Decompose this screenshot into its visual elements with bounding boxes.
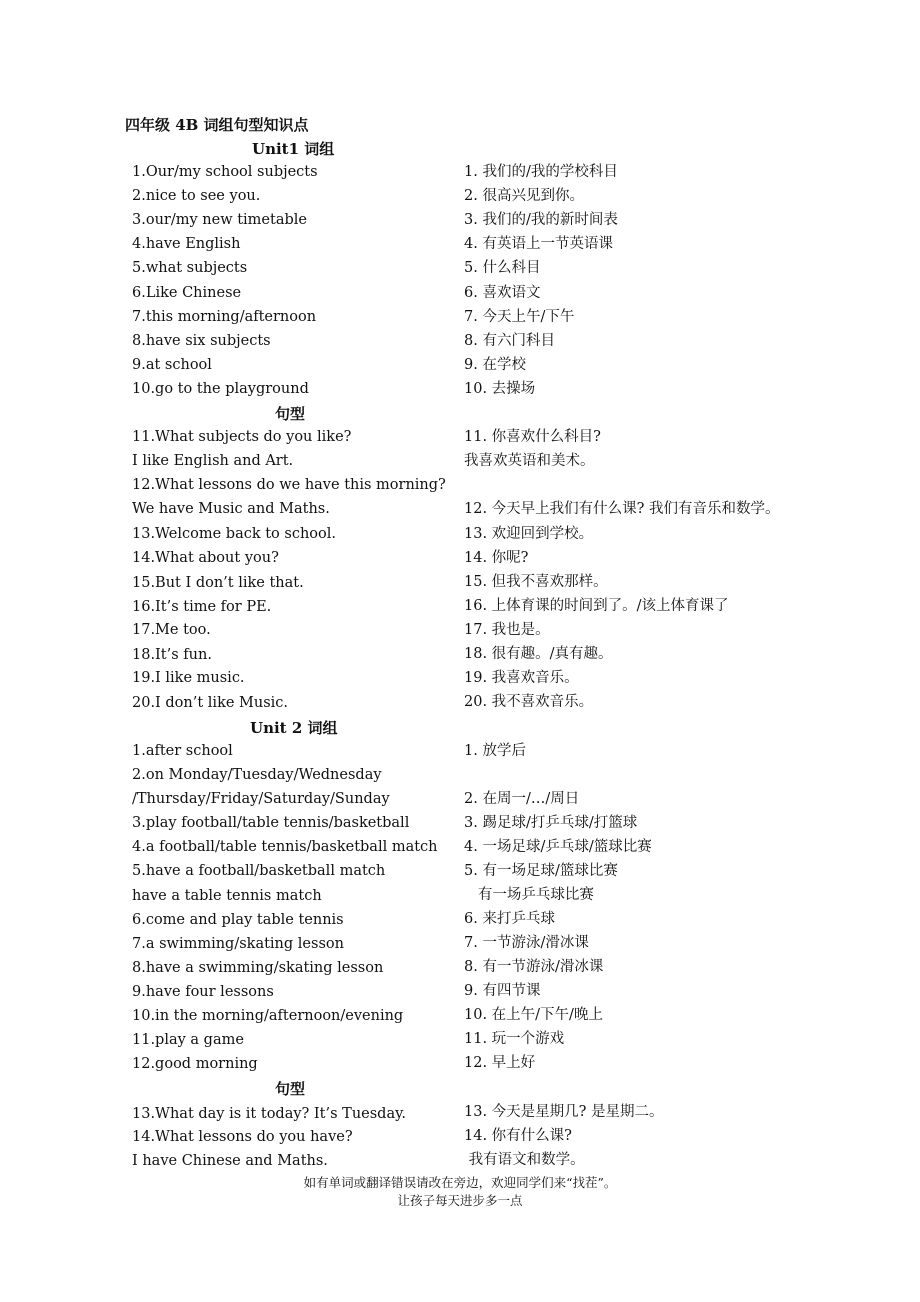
chinese-line: 2. 在周一/…/周日 (464, 791, 580, 807)
chinese-line: 4. 有英语上一节英语课 (464, 236, 613, 252)
english-line: 8.have a swimming/skating lesson (132, 960, 384, 976)
chinese-line: 13. 今天是星期几? 是星期二。 (464, 1104, 664, 1120)
chinese-line: 3. 我们的/我的新时间表 (464, 212, 618, 228)
chinese-line: 19. 我喜欢音乐。 (464, 670, 579, 686)
english-line: 6.Like Chinese (132, 285, 242, 301)
english-line: 10.go to the playground (132, 381, 309, 397)
footer-note: 如有单词或翻译错误请改在旁边，欢迎同学们来“找茬”。 (303, 1175, 617, 1190)
english-line: 12.good morning (132, 1056, 258, 1072)
english-line: 9.have four lessons (132, 984, 274, 1000)
chinese-line: 11. 玩一个游戏 (464, 1031, 565, 1047)
english-line: 6.come and play table tennis (132, 912, 344, 928)
chinese-line: 6. 来打乒乓球 (464, 911, 555, 927)
chinese-line: 9. 在学校 (464, 357, 526, 373)
chinese-line: 4. 一场足球/乒乓球/篮球比赛 (464, 839, 652, 855)
chinese-line: 6. 喜欢语文 (464, 285, 541, 301)
english-line: 5.what subjects (132, 260, 248, 276)
chinese-line: 1. 放学后 (464, 743, 526, 759)
chinese-line: 9. 有四节课 (464, 983, 541, 999)
chinese-line: 10. 在上午/下午/晚上 (464, 1007, 603, 1023)
english-line: 1.Our/my school subjects (132, 164, 318, 180)
english-line: 3.play football/table tennis/basketball (132, 815, 410, 831)
english-line: 14.What lessons do you have? (132, 1129, 353, 1145)
english-line: 5.have a football/basketball match (132, 863, 386, 879)
english-line: 13.What day is it today? It’s Tuesday. (132, 1106, 406, 1122)
footer-slogan: 让孩子每天进步多一点 (397, 1193, 523, 1208)
english-line: 11.play a game (132, 1032, 244, 1048)
english-line: 19.I like music. (132, 670, 245, 686)
chinese-line: 2. 很高兴见到你。 (464, 188, 584, 204)
chinese-line: 7. 今天上午/下午 (464, 309, 575, 325)
english-line: I have Chinese and Maths. (132, 1153, 328, 1169)
chinese-line: 1. 我们的/我的学校科目 (464, 164, 618, 180)
english-line: We have Music and Maths. (132, 501, 330, 517)
english-line: 2.on Monday/Tuesday/Wednesday (132, 767, 382, 783)
chinese-line: 20. 我不喜欢音乐。 (464, 694, 594, 710)
chinese-line: 12. 今天早上我们有什么课? 我们有音乐和数学。 (464, 501, 780, 517)
english-line: 17.Me too. (132, 622, 211, 638)
english-line: 9.at school (132, 357, 212, 373)
english-line: 7.a swimming/skating lesson (132, 936, 344, 952)
chinese-line: 我有语文和数学。 (464, 1152, 585, 1168)
english-line: 2.nice to see you. (132, 188, 261, 204)
english-line: 7.this morning/afternoon (132, 309, 317, 325)
english-line: 3.our/my new timetable (132, 212, 307, 228)
chinese-line: 12. 早上好 (464, 1055, 536, 1071)
unit2-sentences-heading: 句型 (275, 1080, 306, 1098)
chinese-line: 16. 上体育课的时间到了。/该上体育课了 (464, 598, 729, 614)
chinese-line: 5. 有一场足球/篮球比赛 (464, 863, 618, 879)
chinese-line: 14. 你有什么课? (464, 1128, 572, 1144)
chinese-line: 有一场乒乓球比赛 (464, 887, 594, 903)
english-line: 11.What subjects do you like? (132, 429, 352, 445)
english-line: 13.Welcome back to school. (132, 526, 337, 542)
chinese-line: 10. 去操场 (464, 381, 536, 397)
unit1-sentences-heading: 句型 (275, 405, 306, 423)
chinese-line: 3. 踢足球/打乒乓球/打篮球 (464, 815, 638, 831)
unit1-phrases-heading: Unit1 词组 (252, 140, 335, 158)
english-line: have a table tennis match (132, 888, 322, 904)
chinese-line: 14. 你呢? (464, 550, 529, 566)
english-line: 12.What lessons do we have this morning? (132, 477, 446, 493)
chinese-line: 我喜欢英语和美术。 (464, 453, 595, 469)
english-line: 1.after school (132, 743, 233, 759)
english-line: 15.But I don’t like that. (132, 575, 304, 591)
english-line: 18.It’s fun. (132, 647, 212, 663)
chinese-line: 11. 你喜欢什么科目? (464, 429, 601, 445)
english-line: 8.have six subjects (132, 333, 271, 349)
chinese-line: 17. 我也是。 (464, 622, 550, 638)
english-line: 20.I don’t like Music. (132, 695, 289, 711)
chinese-line: 7. 一节游泳/滑冰课 (464, 935, 589, 951)
chinese-line: 18. 很有趣。/真有趣。 (464, 646, 613, 662)
english-line: 4.have English (132, 236, 241, 252)
chinese-line: 15. 但我不喜欢那样。 (464, 574, 608, 590)
chinese-line: 13. 欢迎回到学校。 (464, 526, 594, 542)
english-line: I like English and Art. (132, 453, 294, 469)
english-line: 14.What about you? (132, 550, 279, 566)
english-line: /Thursday/Friday/Saturday/Sunday (132, 791, 390, 807)
english-line: 16.It’s time for PE. (132, 599, 272, 615)
english-line: 4.a football/table tennis/basketball match (132, 839, 438, 855)
english-line: 10.in the morning/afternoon/evening (132, 1008, 404, 1024)
unit2-phrases-heading: Unit 2 词组 (250, 719, 338, 737)
chinese-line: 5. 什么科目 (464, 260, 541, 276)
document-title: 四年级 4B 词组句型知识点 (125, 116, 309, 134)
chinese-line: 8. 有一节游泳/滑冰课 (464, 959, 604, 975)
chinese-line: 8. 有六门科目 (464, 333, 555, 349)
